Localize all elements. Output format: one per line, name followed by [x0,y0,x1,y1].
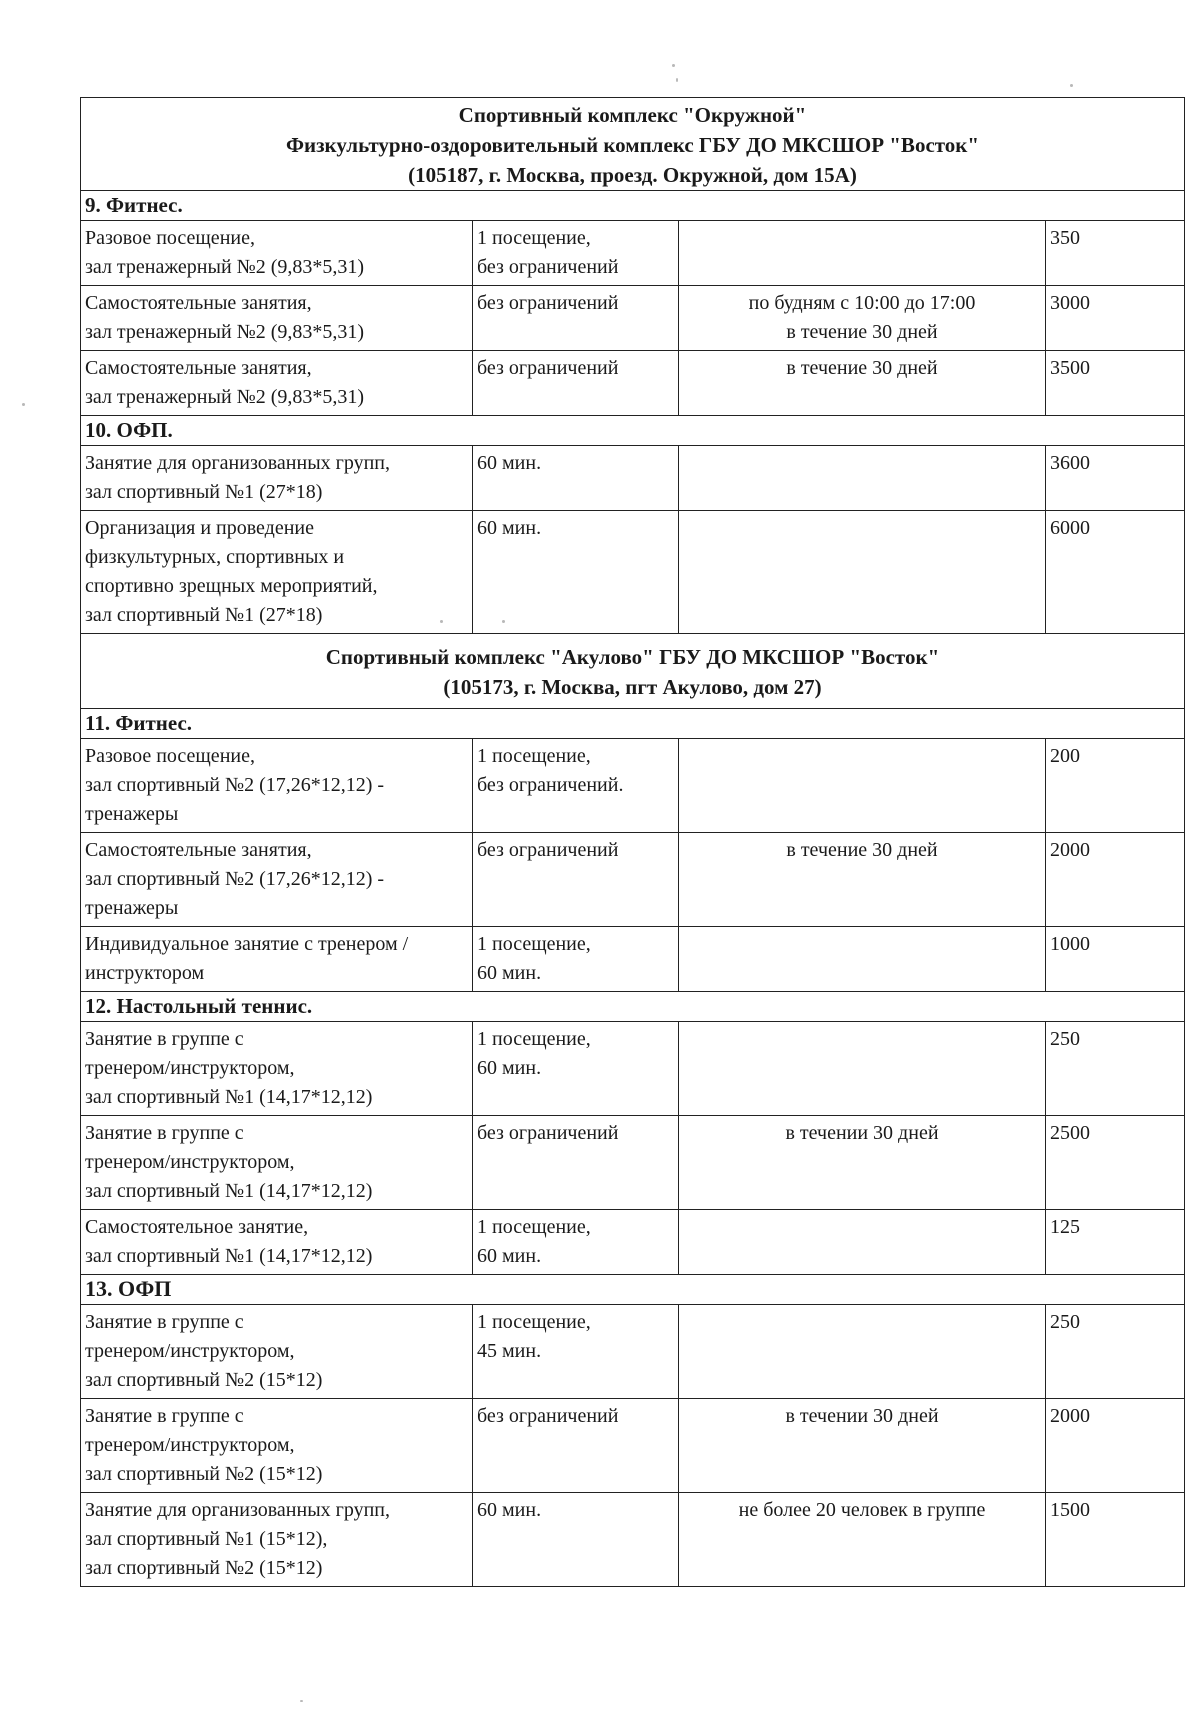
note-cell [679,351,1046,416]
unit-cell [473,739,679,833]
note-line: в течении 30 дней [785,1405,939,1427]
scan-speck [22,403,25,406]
service-line: Разовое посещение, [85,745,255,767]
note-cell [679,511,1046,634]
note-cell [679,1399,1046,1493]
price-table [80,97,1185,1587]
unit-cell [473,351,679,416]
unit-line: 1 посещение, [477,1028,591,1050]
price-list-document [80,97,1184,1587]
unit-cell [473,286,679,351]
unit-line: без ограничений [477,1122,619,1144]
price-cell: 1000 [1046,927,1185,992]
section-title: 9. Фитнес. [81,191,1185,221]
service-line: Самостоятельные занятия, [85,839,312,861]
service-line: зал тренажерный №2 (9,83*5,31) [85,256,365,278]
service-line: зал спортивный №1 (14,17*12,12) [85,1180,373,1202]
service-line: физкультурных, спортивных и [85,546,345,568]
note-line: в течение 30 дней [786,839,938,861]
service-cell [81,1399,473,1493]
table-row [81,221,1185,286]
complex-header-line: (105187, г. Москва, проезд. Окружной, дом 15А) [408,163,857,187]
service-line: тренером/инструктором, [85,1434,295,1456]
unit-cell [473,833,679,927]
section-title: 13. ОФП [81,1275,1185,1305]
service-line: зал тренажерный №2 (9,83*5,31) [85,386,365,408]
note-cell [679,446,1046,511]
section-row [81,191,1185,221]
service-line: зал спортивный №1 (27*18) [85,481,323,503]
unit-cell [473,446,679,511]
complex-header-line: (105173, г. Москва, пгт Акулово, дом 27) [443,675,822,699]
note-cell [679,833,1046,927]
service-line: тренажеры [85,803,179,825]
note-line: в течении 30 дней [785,1122,939,1144]
service-cell [81,446,473,511]
unit-line: без ограничений. [477,774,624,796]
service-line: Занятие для организованных групп, [85,452,390,474]
price-cell: 200 [1046,739,1185,833]
price-cell: 2000 [1046,1399,1185,1493]
service-line: спортивно зрещных мероприятий, [85,575,378,597]
unit-line: 60 мин. [477,1057,542,1079]
note-cell [679,1210,1046,1275]
unit-line: 60 мин. [477,1245,542,1267]
complex-header-line: Спортивный комплекс "Окружной" [458,103,807,127]
note-line: в течение 30 дней [786,321,938,343]
service-line: зал тренажерный №2 (9,83*5,31) [85,321,365,343]
service-cell [81,351,473,416]
note-cell [679,1493,1046,1587]
service-cell [81,833,473,927]
price-cell: 2000 [1046,833,1185,927]
scan-speck [440,620,443,623]
service-line: Разовое посещение, [85,227,255,249]
service-line: зал спортивный №1 (15*12), [85,1528,328,1550]
service-line: Самостоятельные занятия, [85,357,312,379]
note-cell [679,286,1046,351]
note-cell [679,739,1046,833]
price-cell: 1500 [1046,1493,1185,1587]
unit-line: 45 мин. [477,1340,542,1362]
unit-line: 1 посещение, [477,745,591,767]
scan-speck [300,1700,303,1702]
service-cell [81,221,473,286]
service-line: зал спортивный №1 (27*18) [85,604,323,626]
table-row [81,511,1185,634]
unit-cell [473,1022,679,1116]
section-row [81,1275,1185,1305]
note-cell [679,927,1046,992]
service-line: зал спортивный №2 (17,26*12,12) - [85,774,385,796]
table-row [81,1210,1185,1275]
unit-line: 60 мин. [477,962,542,984]
unit-cell [473,1210,679,1275]
service-line: Занятие в группе с [85,1028,244,1050]
unit-line: 60 мин. [477,452,542,474]
note-cell [679,221,1046,286]
price-cell: 250 [1046,1022,1185,1116]
unit-line: 1 посещение, [477,933,591,955]
section-row [81,992,1185,1022]
price-cell: 3600 [1046,446,1185,511]
service-line: Организация и проведение [85,517,314,539]
service-line: Занятие в группе с [85,1311,244,1333]
service-cell [81,1116,473,1210]
section-title: 11. Фитнес. [81,709,1185,739]
unit-line: без ограничений [477,256,619,278]
note-line: не более 20 человек в группе [738,1499,986,1521]
service-cell [81,1305,473,1399]
service-cell [81,927,473,992]
complex-header [81,98,1185,191]
unit-line: без ограничений [477,1405,619,1427]
unit-line: без ограничений [477,292,619,314]
complex-header [81,634,1185,709]
service-cell [81,739,473,833]
section-row [81,416,1185,446]
unit-cell [473,1116,679,1210]
service-line: тренером/инструктором, [85,1340,295,1362]
scan-speck [1070,84,1073,87]
complex-header-line: Физкультурно-оздоровительный комплекс ГБУ ДО МКСШОР "Восток" [285,133,980,157]
price-cell: 350 [1046,221,1185,286]
unit-cell [473,511,679,634]
service-line: зал спортивный №2 (15*12) [85,1463,323,1485]
service-line: зал спортивный №1 (14,17*12,12) [85,1086,373,1108]
table-row [81,739,1185,833]
unit-line: 1 посещение, [477,1216,591,1238]
service-cell [81,286,473,351]
service-line: зал спортивный №2 (15*12) [85,1369,323,1391]
service-cell [81,1493,473,1587]
price-cell: 250 [1046,1305,1185,1399]
service-line: тренером/инструктором, [85,1151,295,1173]
unit-line: 1 посещение, [477,227,591,249]
complex-header-line: Спортивный комплекс "Акулово" ГБУ ДО МКСШОР "Восток" [325,645,940,669]
unit-line: 60 мин. [477,1499,542,1521]
service-line: Индивидуальное занятие с тренером / [85,933,409,955]
table-row [81,446,1185,511]
service-line: инструктором [85,962,205,984]
service-line: Занятие для организованных групп, [85,1499,390,1521]
price-cell: 6000 [1046,511,1185,634]
unit-cell [473,1493,679,1587]
complex-header-row [81,634,1185,709]
service-line: Самостоятельные занятия, [85,292,312,314]
service-line: тренажеры [85,897,179,919]
service-cell [81,511,473,634]
complex-header-row [81,98,1185,191]
unit-cell [473,927,679,992]
price-cell: 125 [1046,1210,1185,1275]
table-row [81,351,1185,416]
table-row [81,1022,1185,1116]
price-cell: 2500 [1046,1116,1185,1210]
table-row [81,286,1185,351]
note-line: в течение 30 дней [786,357,938,379]
table-row [81,927,1185,992]
service-line: зал спортивный №2 (17,26*12,12) - [85,868,385,890]
note-cell [679,1116,1046,1210]
table-row [81,1493,1185,1587]
note-line: по будням с 10:00 до 17:00 [748,292,976,314]
service-line: зал спортивный №2 (15*12) [85,1557,323,1579]
scan-speck [676,78,678,82]
section-title: 12. Настольный теннис. [81,992,1185,1022]
table-row [81,1305,1185,1399]
price-cell: 3500 [1046,351,1185,416]
table-row [81,1116,1185,1210]
service-line: Занятие в группе с [85,1405,244,1427]
table-row [81,1399,1185,1493]
unit-cell [473,1305,679,1399]
unit-line: 1 посещение, [477,1311,591,1333]
service-line: Занятие в группе с [85,1122,244,1144]
unit-line: без ограничений [477,839,619,861]
service-cell [81,1210,473,1275]
service-line: тренером/инструктором, [85,1057,295,1079]
service-line: зал спортивный №1 (14,17*12,12) [85,1245,373,1267]
scan-speck [672,64,675,67]
service-line: Самостоятельное занятие, [85,1216,309,1238]
unit-cell [473,221,679,286]
service-cell [81,1022,473,1116]
note-cell [679,1305,1046,1399]
price-cell: 3000 [1046,286,1185,351]
unit-cell [473,1399,679,1493]
unit-line: 60 мин. [477,517,542,539]
price-table-body [81,98,1185,1587]
table-row [81,833,1185,927]
section-title: 10. ОФП. [81,416,1185,446]
section-row [81,709,1185,739]
unit-line: без ограничений [477,357,619,379]
note-cell [679,1022,1046,1116]
scan-speck [502,620,505,623]
